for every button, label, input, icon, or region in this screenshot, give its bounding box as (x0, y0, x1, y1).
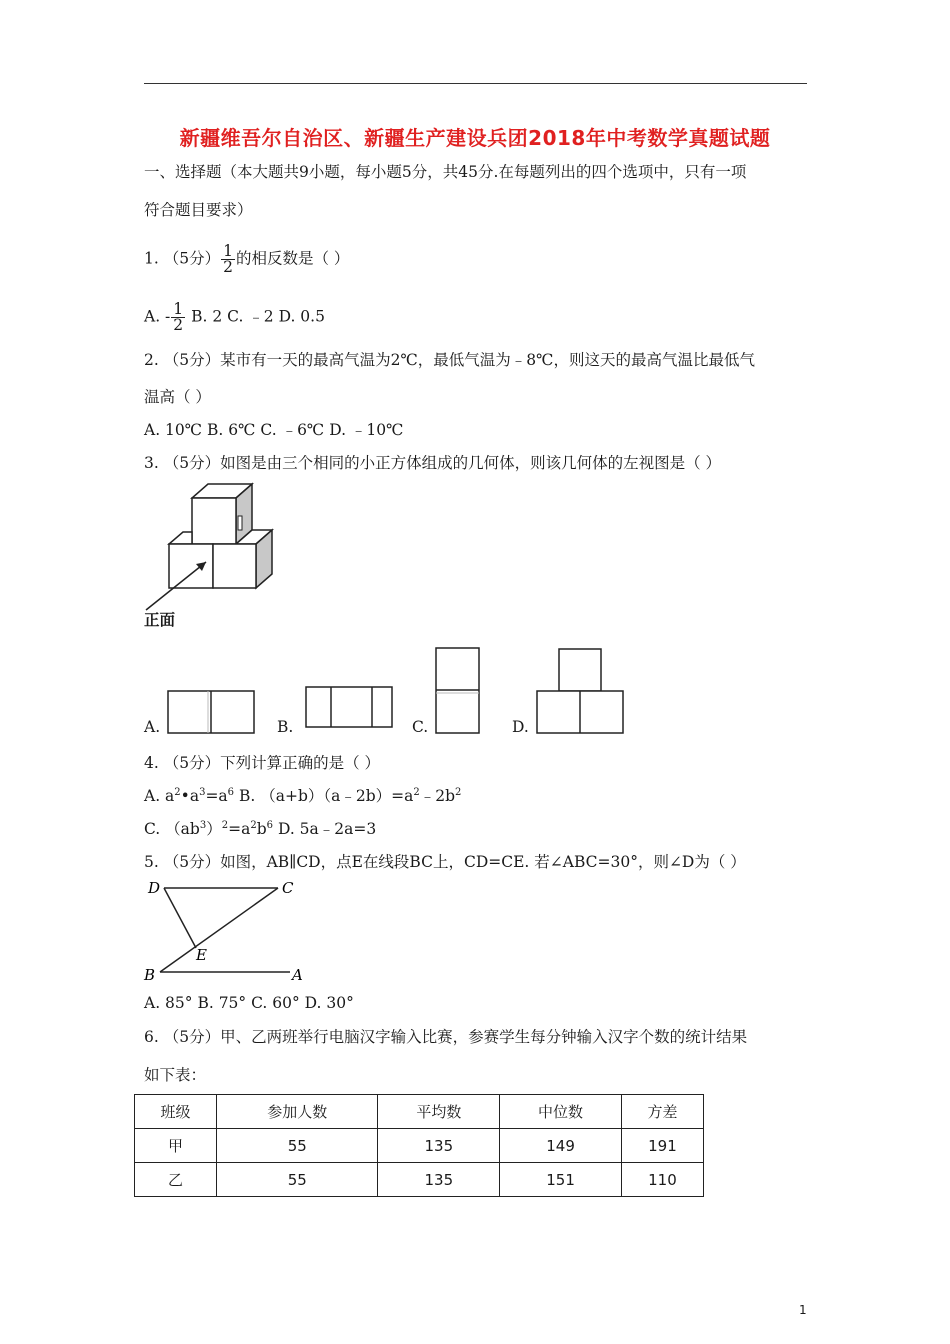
q3-option-b-figure (305, 686, 395, 730)
q3-front-label: 正面 (144, 610, 176, 629)
table-header-cell: 方差 (621, 1095, 703, 1129)
question-4-options-ab (144, 786, 461, 806)
table-cell: 135 (378, 1129, 500, 1163)
q4-b-text: B. （a+b）（a﹣2b）=a (234, 787, 414, 805)
q4-a-eq: =a (205, 787, 228, 805)
q5-label-c: C (282, 879, 294, 897)
q4-b-exp1: 2 (413, 786, 420, 798)
q3-option-c-label: C. (412, 718, 429, 736)
q4-b-exp2: 2 (455, 786, 462, 798)
q3-option-d-figure (536, 648, 628, 738)
table-cell: 甲 (135, 1129, 217, 1163)
q4-c-exp3: 2 (250, 819, 257, 831)
q4-c-b: b (256, 820, 267, 838)
table-header-cell: 平均数 (378, 1095, 500, 1129)
table-header-row (135, 1095, 704, 1129)
section-heading-line2: 符合题目要求） (144, 201, 253, 219)
table-cell: 191 (621, 1129, 703, 1163)
table-cell: 55 (217, 1129, 378, 1163)
q4-c-mid: ） (206, 820, 222, 838)
q1-frac-numerator: 1 (223, 242, 233, 260)
q3-option-a-figure (167, 690, 257, 736)
q5-label-a: A (292, 966, 303, 984)
q6-stats-table (134, 1094, 704, 1197)
q1-suffix: 的相反数是（ ） (235, 249, 350, 268)
q1-opt-a-numerator: 1 (173, 300, 184, 318)
table-cell: 乙 (135, 1163, 217, 1197)
question-2-line2: 温高（ ） (144, 388, 211, 406)
table-row (135, 1129, 704, 1163)
q4-a-exp2: 3 (199, 786, 206, 798)
q1-fraction (221, 244, 235, 275)
q5-label-d: D (148, 879, 161, 897)
q4-a-mid: •a (180, 787, 200, 805)
header-rule (144, 83, 807, 84)
table-header-cell: 班级 (135, 1095, 217, 1129)
q4-c-exp1: 3 (199, 819, 207, 831)
table-cell: 55 (217, 1163, 378, 1197)
q3-option-d-label: D. (512, 718, 529, 736)
q1-prefix: 1. （5分） (144, 249, 221, 268)
q1-other-options: B. 2 C. ﹣2 D. 0.5 (186, 307, 325, 326)
table-cell: 151 (500, 1163, 622, 1197)
q3-option-c-figure (435, 647, 483, 737)
q4-a-text: A. a (144, 787, 175, 805)
question-2-line1: 2. （5分）某市有一天的最高气温为2℃，最低气温为﹣8℃，则这天的最高气温比最低气 (144, 351, 755, 369)
q5-geometry-figure (140, 876, 320, 988)
q4-a-exp1: 2 (174, 786, 181, 798)
q4-c-exp2: 2 (221, 819, 229, 831)
q1-option-a-fraction (171, 302, 185, 333)
q1-frac-denominator: 2 (223, 258, 233, 276)
q4-d-text: D. 5a﹣2a=3 (273, 820, 377, 838)
page-number: 1 (799, 1303, 807, 1317)
table-header-cell: 中位数 (500, 1095, 622, 1129)
q3-option-b-label: B. (277, 718, 294, 736)
table-cell: 135 (378, 1163, 500, 1197)
question-3-stem: 3. （5分）如图是由三个相同的小正方体组成的几何体，则该几何体的左视图是（ ） (144, 454, 722, 472)
exam-title: 新疆维吾尔自治区、新疆生产建设兵团2018年中考数学真题试题 (179, 126, 771, 150)
q1-opt-a-denominator: 2 (173, 316, 184, 334)
q5-label-b: B (144, 966, 156, 984)
section-heading-line1: 一、选择题（本大题共9小题，每小题5分，共45分.在每题列出的四个选项中，只有一项 (144, 163, 747, 181)
question-4-stem: 4. （5分）下列计算正确的是（ ） (144, 754, 381, 772)
question-6-line2: 如下表： (144, 1066, 207, 1084)
question-1-options (144, 302, 325, 333)
question-4-options-cd (144, 819, 376, 839)
table-cell: 149 (500, 1129, 622, 1163)
question-5-options: A. 85° B. 75° C. 60° D. 30° (144, 994, 354, 1012)
q4-c-eq: =a (228, 820, 251, 838)
question-2-options: A. 10℃ B. 6℃ C. ﹣6℃ D. ﹣10℃ (144, 421, 404, 439)
table-row (135, 1163, 704, 1197)
table-header-cell: 参加人数 (217, 1095, 378, 1129)
q4-c-text: C. （ab (144, 820, 200, 838)
table-cell: 110 (621, 1163, 703, 1197)
q4-c-exp4: 6 (266, 819, 274, 831)
question-1-stem (144, 244, 349, 275)
q3-option-a-label: A. (144, 718, 161, 736)
question-5-stem: 5. （5分）如图，AB∥CD，点E在线段BC上，CD=CE. 若∠ABC=30°，则∠D为（ ） (144, 853, 746, 871)
q4-b-mid: ﹣2b (419, 787, 456, 805)
question-6-line1: 6. （5分）甲、乙两班举行电脑汉字输入比赛，参赛学生每分钟输入汉字个数的统计结果 (144, 1028, 748, 1046)
q5-label-e: E (196, 946, 207, 964)
q4-a-exp3: 6 (227, 786, 235, 798)
q1-option-a-label: A. - (144, 307, 171, 326)
